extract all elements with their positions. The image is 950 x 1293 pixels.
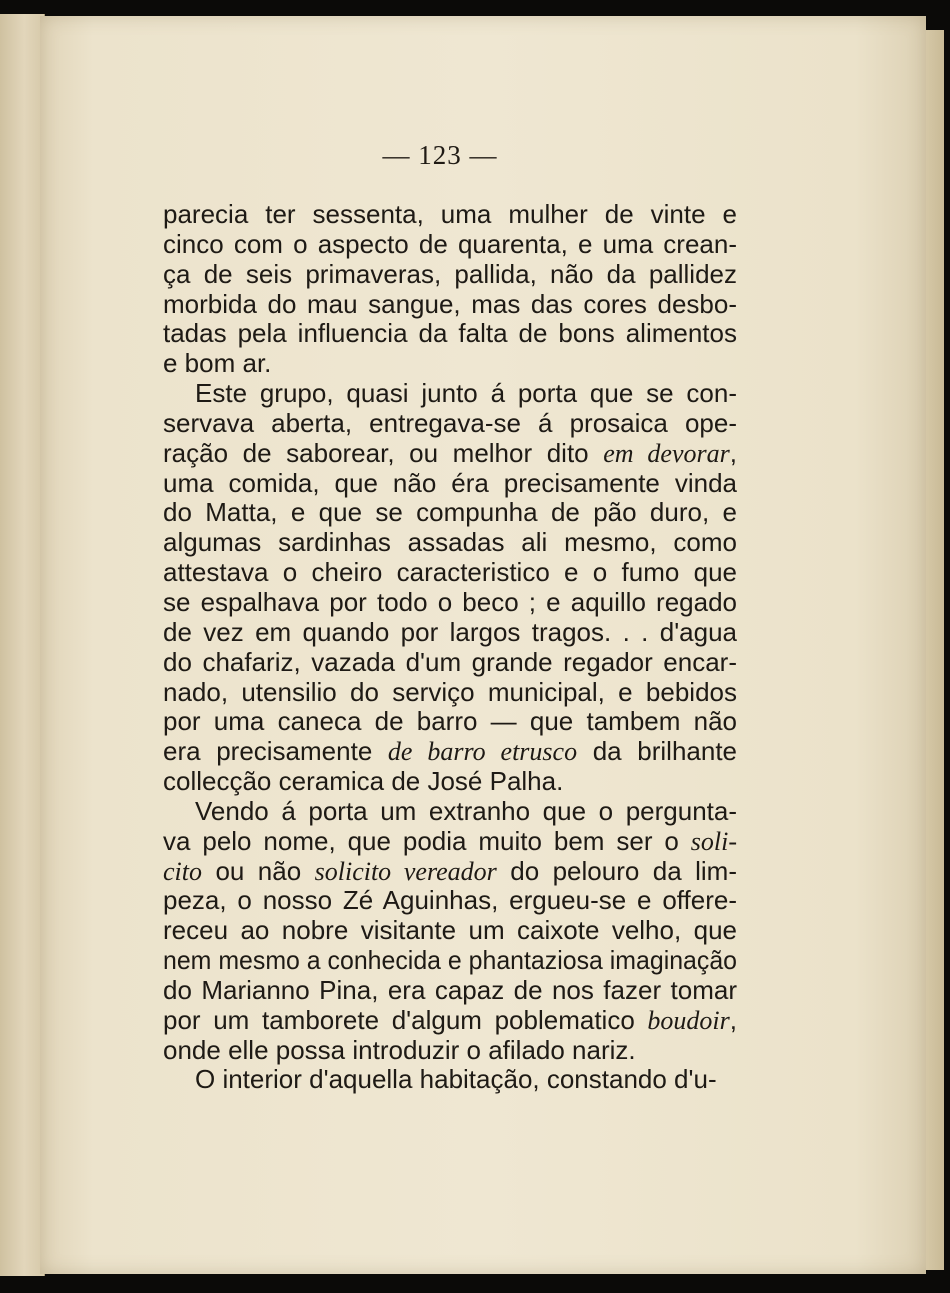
text-line [163, 648, 737, 678]
text-run: do Matta, e que se compunha de pão duro, e [163, 497, 737, 528]
text-run: collecção ceramica de José Palha. [163, 766, 564, 797]
text-run: , [729, 1004, 737, 1035]
text-run: nem mesmo a conhecida e phantaziosa imaginação [163, 945, 738, 976]
text-run: receu ao nobre visitante um caixote velho, que [163, 915, 737, 946]
text-line [163, 558, 737, 588]
text-line [163, 200, 737, 230]
italic-text: cito [163, 856, 202, 886]
page-number: — 123 — [382, 140, 498, 170]
text-run: tadas pela influencia da falta de bons alimentos [163, 318, 737, 349]
italic-text: soli- [690, 826, 737, 856]
text-run: attestava o cheiro caracteristico e o fumo que [163, 557, 737, 588]
text-line [163, 319, 737, 349]
text-line [163, 1065, 737, 1095]
text-line [163, 349, 737, 379]
text-line [163, 230, 737, 260]
text-run: onde elle possa introduzir o afilado nariz. [163, 1034, 636, 1065]
italic-text: de barro etrusco [387, 737, 578, 767]
text-run: ou não [202, 855, 315, 886]
text-line [163, 827, 737, 857]
left-page-edge [0, 14, 45, 1276]
text-run: algumas sardinhas assadas ali mesmo, como [163, 527, 737, 558]
text-run: ração de saborear, ou melhor dito [163, 437, 604, 468]
text-run: peza, o nosso Zé Aguinhas, ergueu-se e offere- [163, 885, 737, 916]
page-body-text [163, 200, 737, 1095]
text-line [163, 409, 737, 439]
text-line [163, 797, 737, 827]
text-run: servava aberta, entregava-se á prosaica ope- [163, 407, 737, 438]
text-run: morbida do mau sangue, mas das cores desbo- [163, 288, 737, 319]
text-run: se espalhava por todo o beco ; e aquillo regado [163, 586, 737, 617]
text-line [163, 1036, 737, 1066]
text-line [163, 379, 737, 409]
text-line [163, 498, 737, 528]
text-line [163, 767, 737, 797]
text-run: O interior d'aquella habitação, constando d'u- [195, 1064, 717, 1095]
text-run: do pelouro da lim- [496, 855, 737, 886]
text-run: por um tamborete d'algum poblematico [163, 1004, 648, 1035]
text-run: , [729, 437, 737, 468]
text-line [163, 469, 737, 499]
text-line [163, 439, 737, 469]
text-line [163, 857, 737, 887]
text-line [163, 528, 737, 558]
text-run: e bom ar. [163, 348, 272, 379]
text-run: Este grupo, quasi junto á porta que se con- [195, 378, 737, 409]
text-run: por uma caneca de barro — que tambem não [163, 706, 737, 737]
text-run: ça de seis primaveras, pallida, não da pallidez [163, 258, 737, 289]
text-line [163, 737, 737, 767]
text-line [163, 707, 737, 737]
text-run: cinco com o aspecto de quarenta, e uma crean- [163, 228, 737, 259]
text-line [163, 260, 737, 290]
text-line [163, 618, 737, 648]
text-run: da brilhante [577, 736, 738, 767]
text-line [163, 916, 737, 946]
text-line [163, 588, 737, 618]
text-run: do chafariz, vazada d'um grande regador encar- [163, 646, 737, 677]
text-line [163, 678, 737, 708]
text-line [163, 290, 737, 320]
text-line [163, 946, 737, 976]
italic-text: em devorar [603, 438, 730, 468]
text-run: era precisamente [163, 736, 388, 767]
text-run: de vez em quando por largos tragos. . . d'agua [163, 616, 737, 647]
text-line [163, 976, 737, 1006]
text-run: parecia ter sessenta, uma mulher de vinte e [163, 199, 737, 229]
text-line [163, 886, 737, 916]
italic-text: solicito vereador [314, 856, 497, 886]
italic-text: boudoir [647, 1005, 730, 1035]
text-run: uma comida, que não éra precisamente vinda [163, 467, 737, 498]
text-run: nado, utensilio do serviço municipal, e bebidos [163, 676, 737, 707]
text-run: va pelo nome, que podia muito bem ser o [163, 825, 691, 856]
text-line [163, 1006, 737, 1036]
text-run: do Marianno Pina, era capaz de nos fazer tomar [163, 974, 737, 1005]
text-run: Vendo á porta um extranho que o pergunta- [195, 795, 737, 826]
